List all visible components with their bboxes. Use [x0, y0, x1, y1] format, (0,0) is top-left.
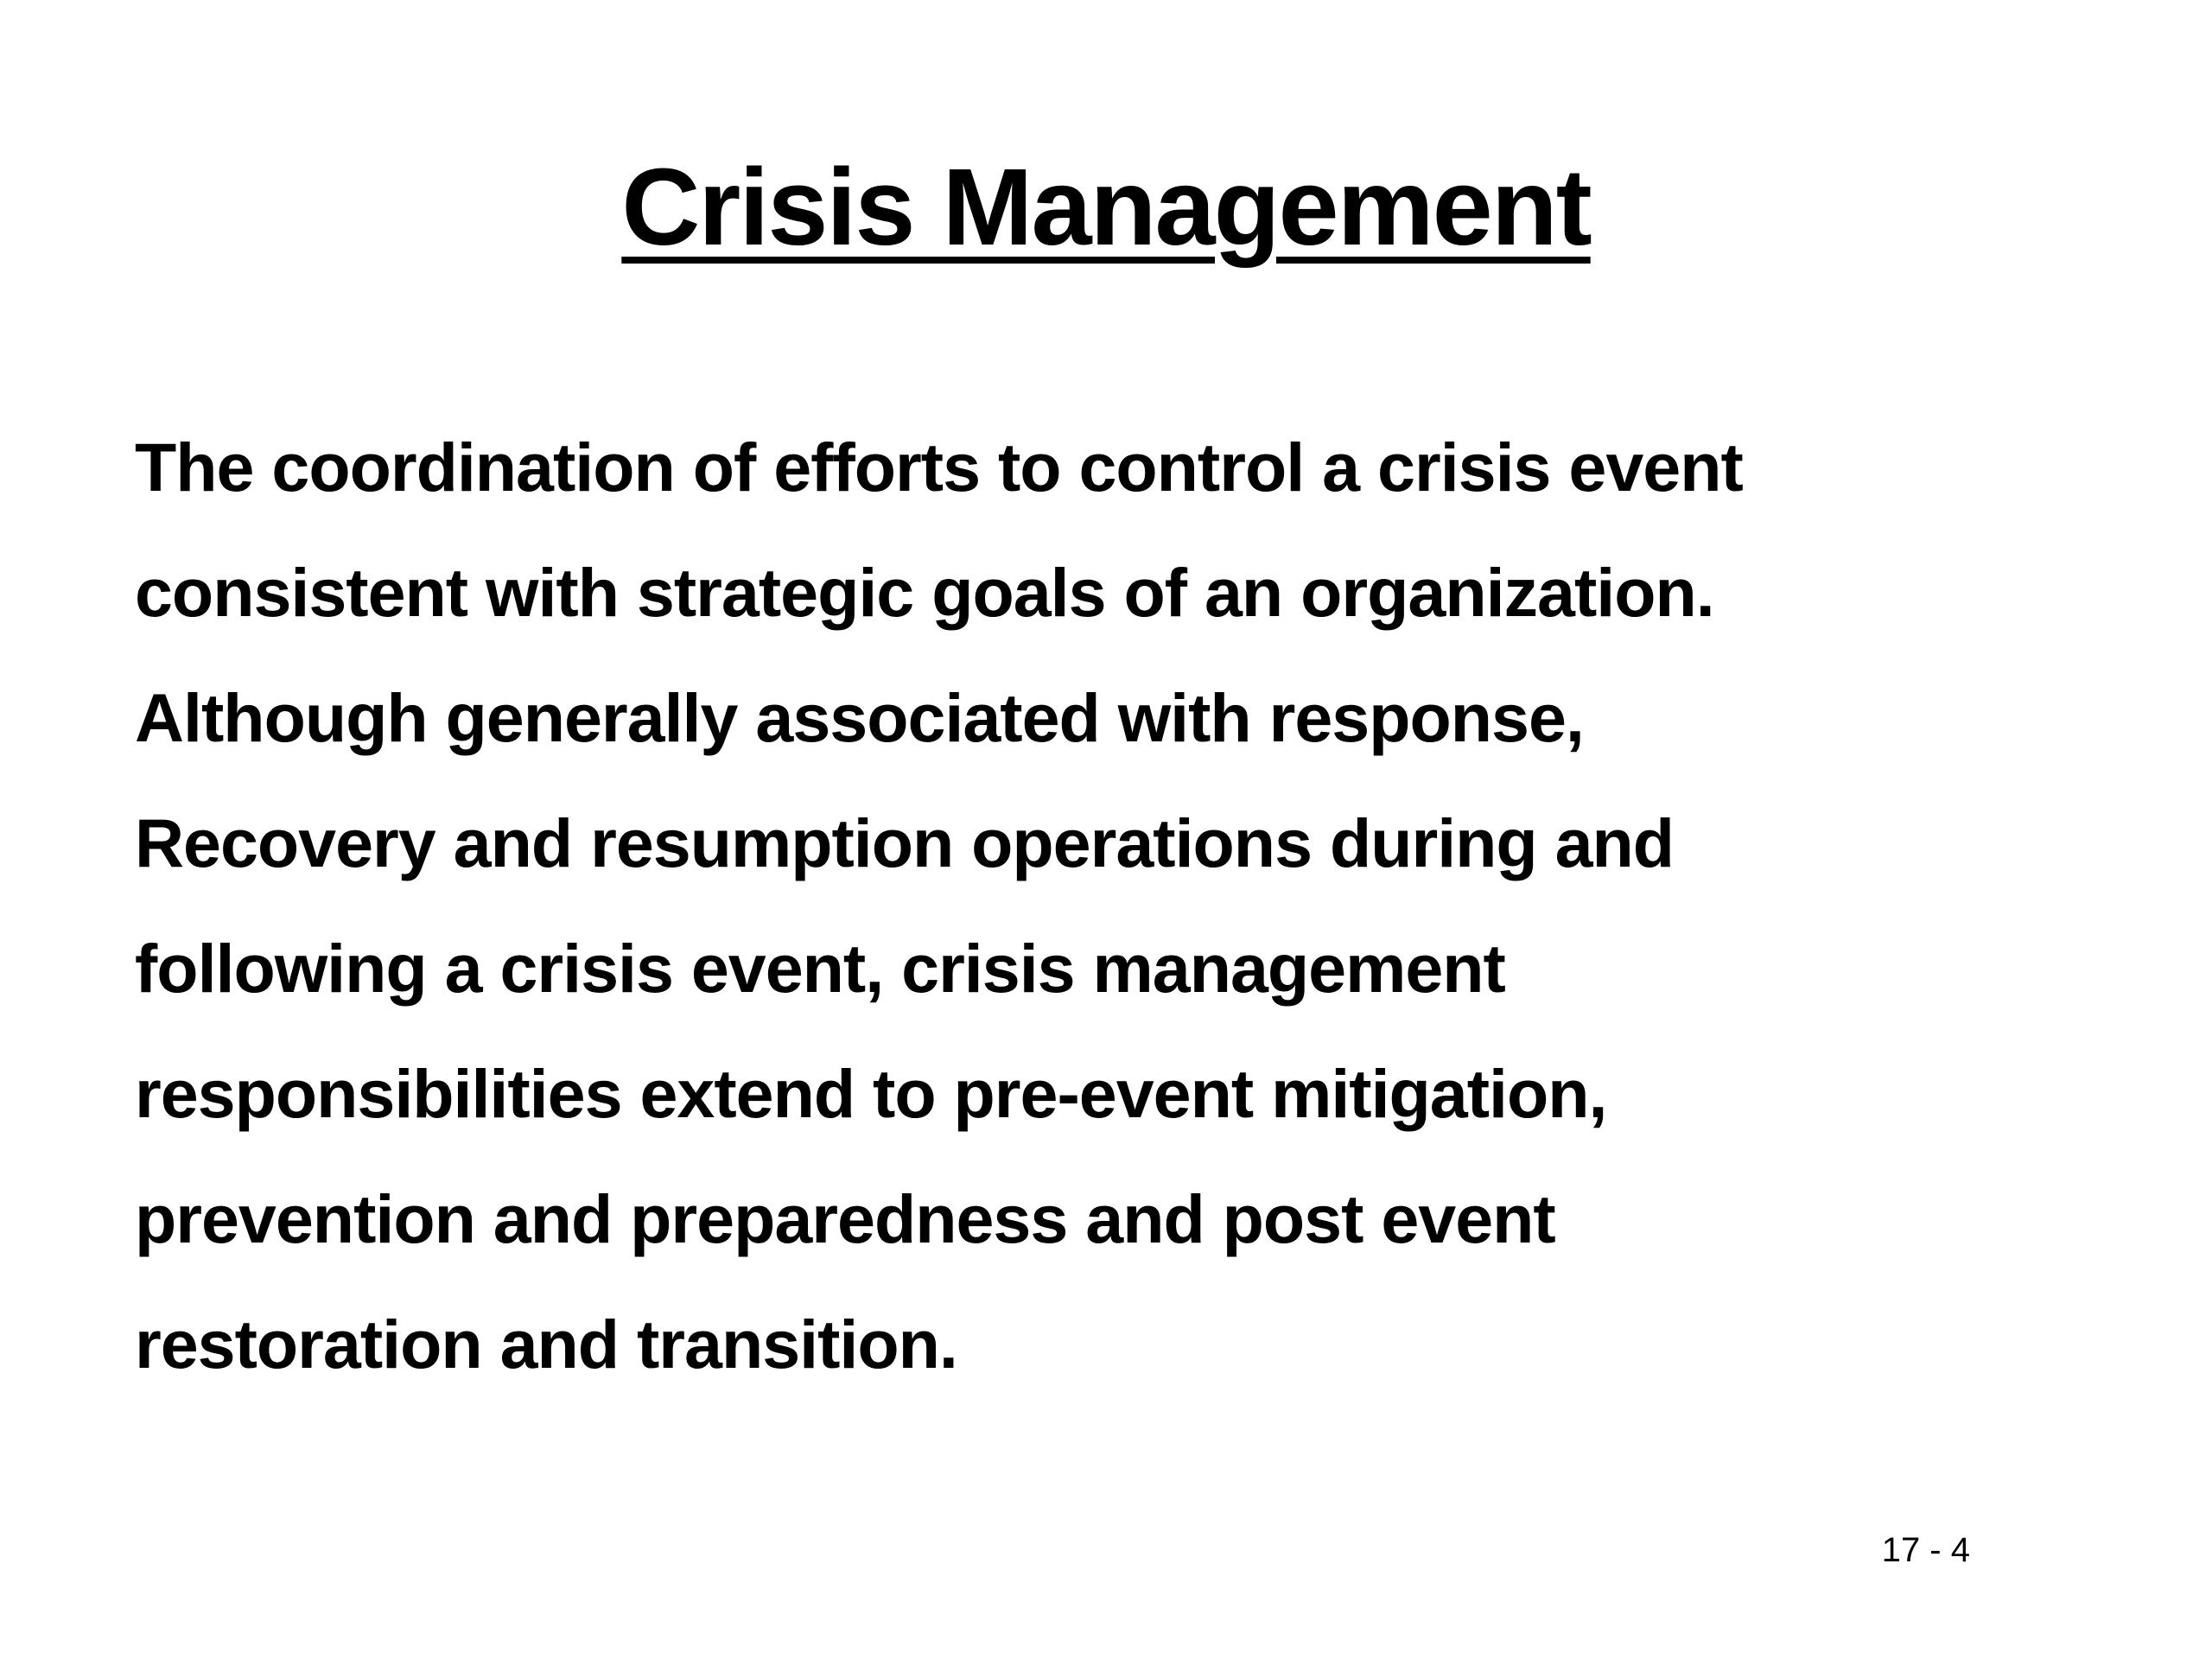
body-line: following a crisis event, crisis management — [135, 930, 1505, 1007]
body-line: consistent with strategic goals of an organization. — [135, 554, 1714, 631]
body-line: Recovery and resumption operations during and — [135, 804, 1675, 881]
slide-body-text — [135, 404, 2105, 1407]
body-line: responsibilities extend to pre-event mitigation, — [135, 1055, 1607, 1132]
body-line: restoration and transition. — [135, 1306, 957, 1382]
slide-title — [0, 145, 2212, 270]
slide-page-number: 17 - 4 — [1881, 1531, 1970, 1569]
slide-title-text: Crisis Management — [621, 146, 1591, 268]
body-line: prevention and preparedness and post event — [135, 1180, 1555, 1257]
body-line: Although generally associated with response, — [135, 679, 1584, 756]
body-line: The coordination of efforts to control a crisis event — [135, 429, 1743, 505]
